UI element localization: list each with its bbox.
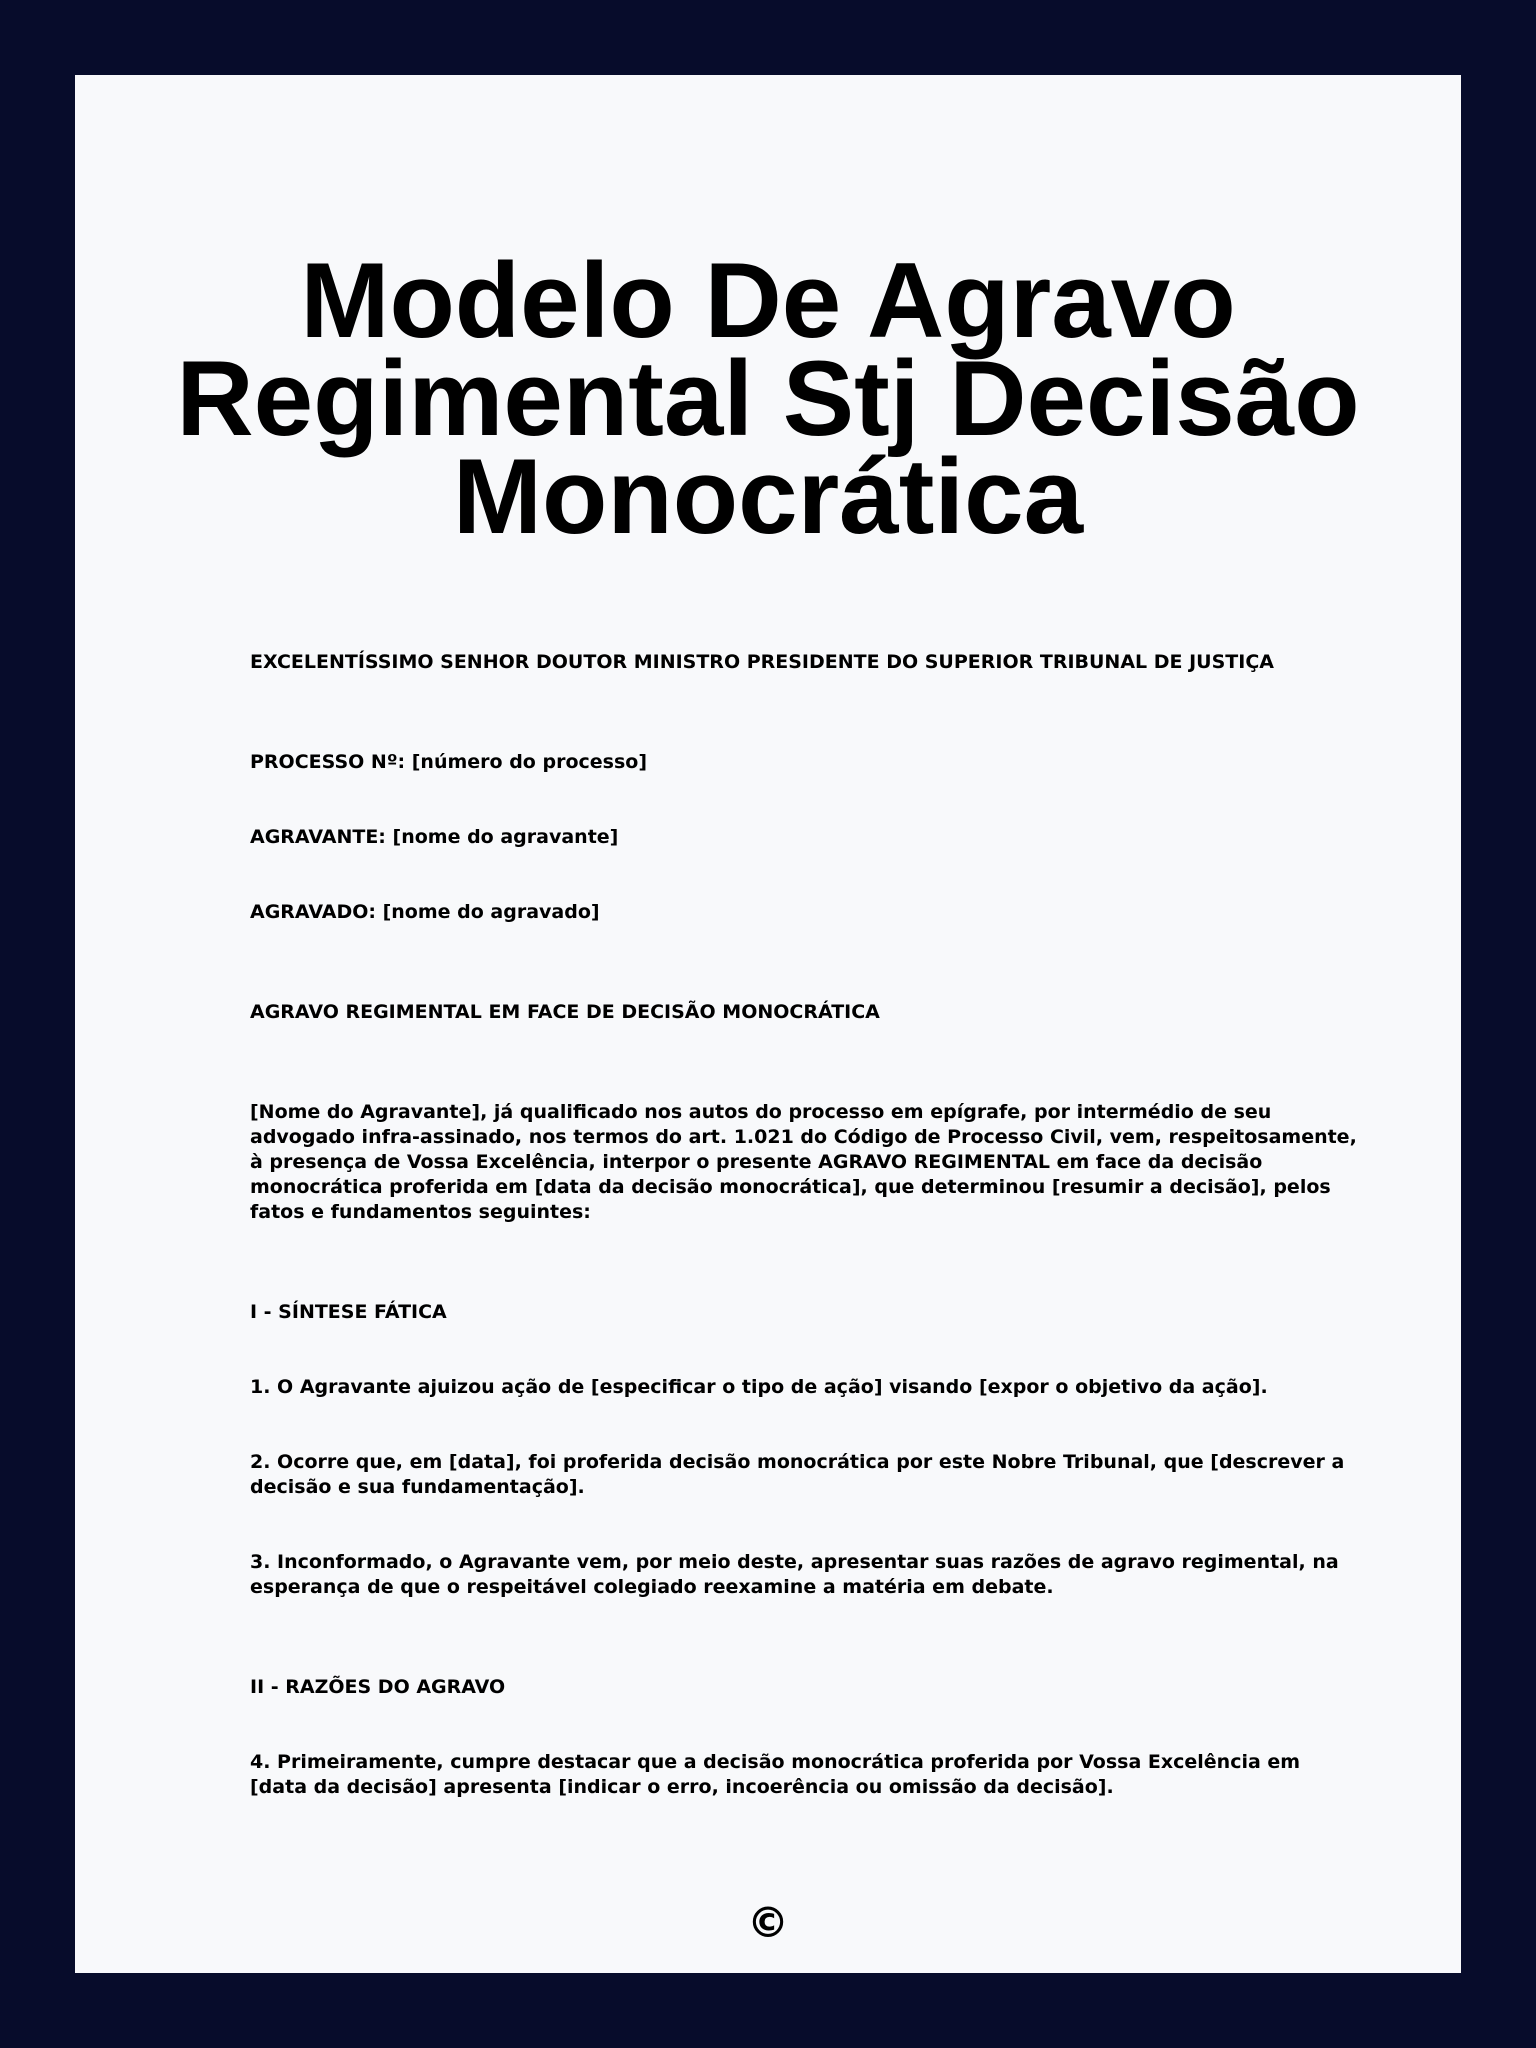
document-heading: AGRAVO REGIMENTAL EM FACE DE DECISÃO MONOCRÁTICA bbox=[250, 1001, 880, 1023]
copyright-icon: © bbox=[747, 1898, 789, 1947]
intro-paragraph: [Nome do Agravante], já qualificado nos autos do processo em epígrafe, por intermédio de seu advogado infra-assinado, nos termos do art. 1.021 do Código de Processo Civil, vem, respeitosamente, à presença de Vossa Excelência, interpor o presente AGRAVO REGIMENTAL em face da decisão monocrática proferida em [data da decisão monocrática], que determinou [resumir a decisão], pelos fatos e fundamentos seguintes: bbox=[250, 1101, 1357, 1223]
process-number: PROCESSO Nº: [número do processo] bbox=[250, 751, 647, 773]
section-title-synthesis: I - SÍNTESE FÁTICA bbox=[250, 1301, 447, 1323]
addressee: EXCELENTÍSSIMO SENHOR DOUTOR MINISTRO PRESIDENTE DO SUPERIOR TRIBUNAL DE JUSTIÇA bbox=[250, 651, 1274, 673]
paragraph-item-4: 4. Primeiramente, cumpre destacar que a decisão monocrática proferida por Vossa Excelência em [data da decisão] apresenta [indicar o erro, incoerência ou omissão da decisão]. bbox=[250, 1751, 1301, 1798]
paragraph-item-2: 2. Ocorre que, em [data], foi proferida decisão monocrática por este Nobre Tribunal, que [descrever a decisão e sua fundamentação]. bbox=[250, 1451, 1345, 1498]
document-page bbox=[75, 75, 1461, 1973]
document-title: Modelo De Agravo Regimental Stj Decisão Monocrática bbox=[176, 240, 1360, 556]
section-title-reasons: II - RAZÕES DO AGRAVO bbox=[250, 1676, 506, 1698]
paragraph-item-3: 3. Inconformado, o Agravante vem, por meio deste, apresentar suas razões de agravo regimental, na esperança de que o respeitável colegiado reexamine a matéria em debate. bbox=[250, 1551, 1339, 1598]
paragraph-item-1: 1. O Agravante ajuizou ação de [especificar o tipo de ação] visando [expor o objetivo da ação]. bbox=[250, 1376, 1268, 1398]
appellee: AGRAVADO: [nome do agravado] bbox=[250, 901, 600, 923]
appellant: AGRAVANTE: [nome do agravante] bbox=[250, 826, 619, 848]
